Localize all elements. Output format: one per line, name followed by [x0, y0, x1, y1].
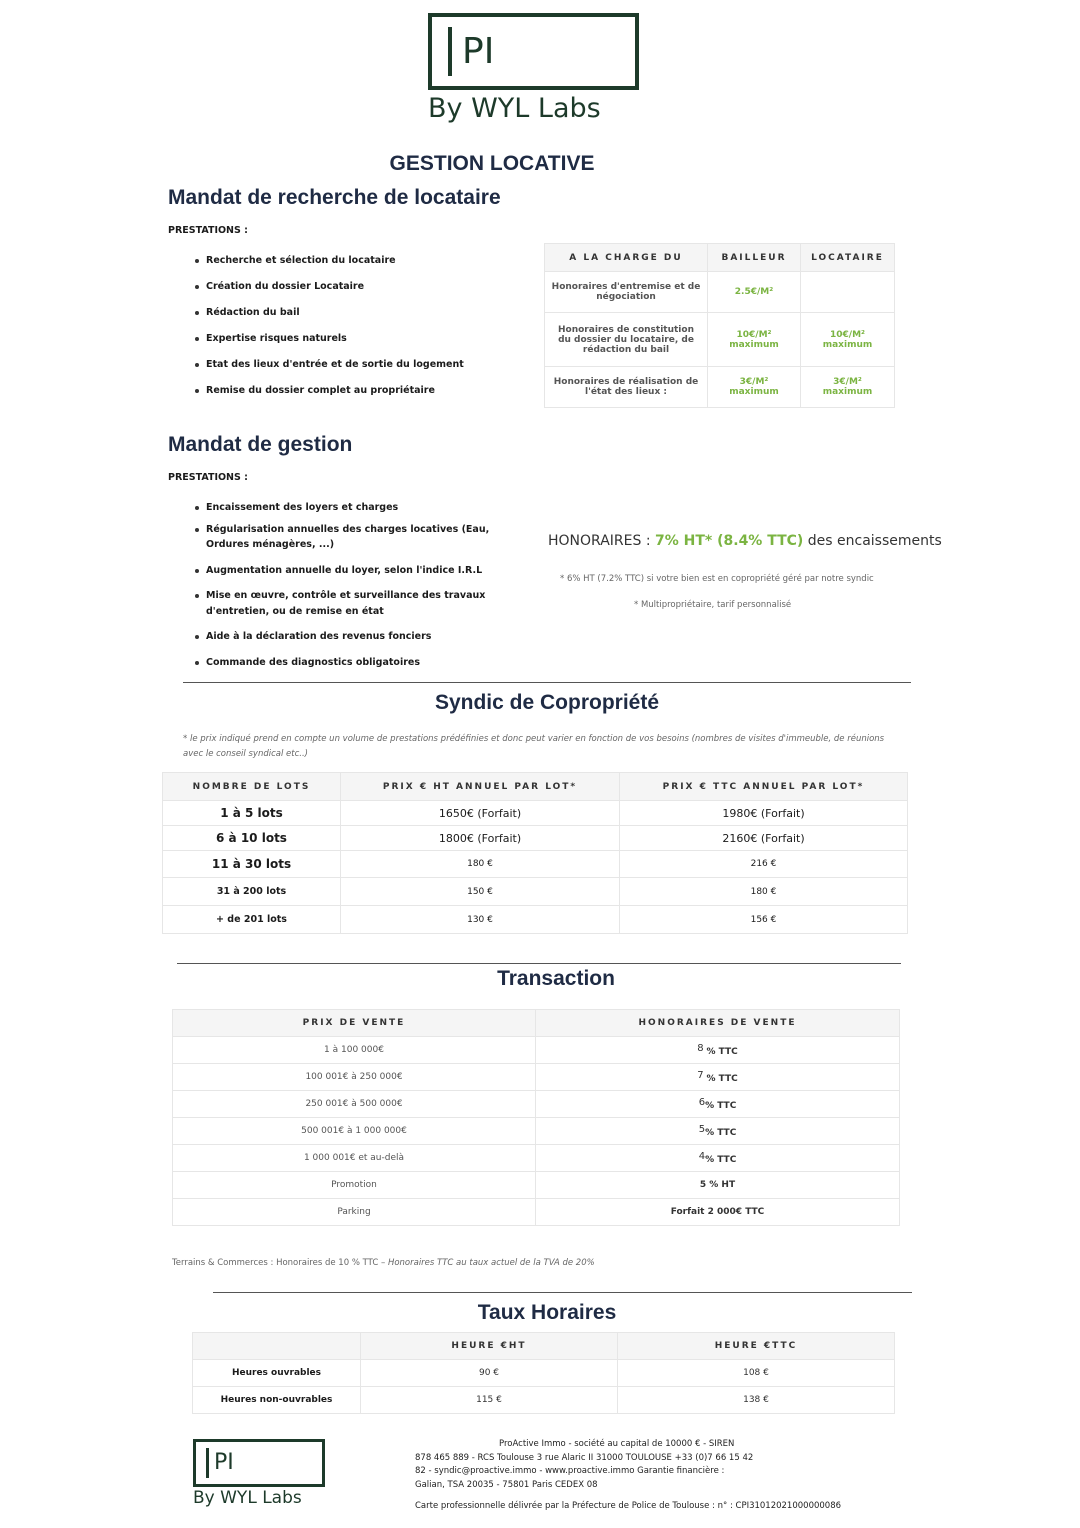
table-header: PRIX DE VENTE: [173, 1010, 536, 1037]
footer-line: Galian, TSA 20035 - 75801 Paris CEDEX 08: [415, 1479, 598, 1490]
table-cell: 1 000 001€ et au-delà: [173, 1145, 536, 1172]
table-cell: Forfait 2 000€ TTC: [536, 1199, 900, 1226]
table-header: HEURE €HT: [361, 1333, 618, 1360]
list-item: Rédaction du bail: [194, 305, 514, 321]
table-cell: Heures non-ouvrables: [193, 1387, 361, 1414]
section-heading-syndic: Syndic de Copropriété: [434, 691, 660, 714]
list-item: Mise en œuvre, contrôle et surveillance des travaux d'entretien, ou de remise en état: [194, 588, 524, 619]
list-item: Aide à la déclaration des revenus fonciers: [194, 629, 524, 645]
table-cell: Parking: [173, 1199, 536, 1226]
table-cell: 11 à 30 lots: [163, 851, 341, 878]
list-item: Encaissement des loyers et charges: [194, 500, 524, 516]
list-item: Remise du dossier complet au propriétaire: [194, 383, 514, 399]
section-heading-taux: Taux Horaires: [477, 1301, 617, 1324]
table-cell: 150 €: [341, 878, 620, 906]
honoraires-suffix: des encaissements: [807, 533, 942, 549]
honoraires-line: [548, 533, 942, 549]
page-title: GESTION LOCATIVE: [389, 152, 595, 175]
table-cell: [536, 1037, 900, 1064]
table-cell: 100 001€ à 250 000€: [173, 1064, 536, 1091]
table-header: PRIX € HT ANNUEL PAR LOT*: [341, 773, 620, 801]
table-cell: [536, 1091, 900, 1118]
table-header: [193, 1333, 361, 1360]
table-cell: 130 €: [341, 906, 620, 934]
table-cell: Promotion: [173, 1172, 536, 1199]
gestion-list: [194, 500, 524, 670]
rate-unit: % TTC: [706, 1074, 738, 1084]
table-cell: 250 001€ à 500 000€: [173, 1091, 536, 1118]
table-cell: 115 €: [361, 1387, 618, 1414]
taux-table: [192, 1332, 895, 1414]
table-cell: [536, 1118, 900, 1145]
list-item: Commande des diagnostics obligatoires: [194, 655, 524, 671]
list-item: Expertise risques naturels: [194, 331, 514, 347]
table-cell: 90 €: [361, 1360, 618, 1387]
honoraires-note-2: * Multipropriétaire, tarif personnalisé: [634, 600, 792, 610]
logo-tagline: By WYL Labs: [428, 93, 601, 124]
table-header: NOMBRE DE LOTS: [163, 773, 341, 801]
footer-line: ProActive Immo - société au capital de 10000 € - SIREN: [499, 1439, 735, 1449]
table-header: LOCATAIRE: [801, 244, 895, 272]
list-item: Recherche et sélection du locataire: [194, 253, 514, 269]
list-item: Régularisation annuelles des charges locatives (Eau, Ordures ménagères, ...): [194, 522, 524, 553]
section-heading-gestion: Mandat de gestion: [168, 433, 353, 456]
table-header: HONORAIRES DE VENTE: [536, 1010, 900, 1037]
list-item: Création du dossier Locataire: [194, 279, 514, 295]
table-cell: 138 €: [618, 1387, 895, 1414]
divider: [183, 682, 911, 683]
table-cell: 1 à 100 000€: [173, 1037, 536, 1064]
rate-unit: % TTC: [705, 1128, 737, 1138]
table-cell: 31 à 200 lots: [163, 878, 341, 906]
footer-info: [415, 1438, 841, 1514]
table-header: PRIX € TTC ANNUEL PAR LOT*: [620, 773, 908, 801]
rate-value: 4: [698, 1151, 706, 1162]
syndic-note: * le prix indiqué prend en compte un volume de prestations prédéfinies et donc peut varier en fonction de vos besoins (nombres de visites d'immeuble, de réunions avec le conseil syndical etc..): [183, 734, 885, 759]
rate-value: 6: [698, 1097, 706, 1108]
table-cell: Honoraires de constitution du dossier du locataire, de rédaction du bail: [545, 313, 708, 367]
table-cell: Honoraires d'entremise et de négociation: [545, 272, 708, 313]
presta-label: PRESTATIONS :: [168, 472, 248, 483]
section-heading-transaction: Transaction: [497, 967, 615, 990]
table-cell: 10€/M² maximum: [708, 313, 801, 367]
footer-line: Carte professionnelle délivrée par la Préfecture de Police de Toulouse : n° : CPI31012021000000086: [415, 1501, 842, 1511]
table-cell: 1 à 5 lots: [163, 801, 341, 826]
table-cell: + de 201 lots: [163, 906, 341, 934]
note-italic: Honoraires TTC au taux actuel de la TVA de 20%: [387, 1258, 595, 1268]
table-cell: 3€/M² maximum: [801, 367, 895, 408]
table-cell: 10€/M² maximum: [801, 313, 895, 367]
list-item: Etat des lieux d'entrée et de sortie du logement: [194, 357, 514, 373]
footer-line: 878 465 889 - RCS Toulouse 3 rue Alaric II 31000 TOULOUSE +33 (0)7 66 15 42: [415, 1452, 754, 1463]
honoraires-rate: 7% HT* (8.4% TTC): [655, 533, 804, 549]
table-cell: 108 €: [618, 1360, 895, 1387]
table-cell: 1980€ (Forfait): [620, 801, 908, 826]
logo-bar: [448, 27, 452, 76]
logo-bar: [206, 1448, 209, 1478]
divider: [213, 1292, 912, 1293]
table-cell: 156 €: [620, 906, 908, 934]
footer-logo-mark: PI: [214, 1450, 234, 1475]
table-cell: [801, 272, 895, 313]
table-cell: 180 €: [620, 878, 908, 906]
table-cell: [536, 1145, 900, 1172]
footer-logo-frame: [193, 1439, 325, 1487]
table-cell: [536, 1064, 900, 1091]
table-cell: 6 à 10 lots: [163, 826, 341, 851]
table-cell: 3€/M² maximum: [708, 367, 801, 408]
section-heading-recherche: Mandat de recherche de locataire: [168, 186, 501, 209]
logo-mark: PI: [462, 31, 495, 72]
table-header: A LA CHARGE DU: [545, 244, 708, 272]
rate-value: 5: [698, 1124, 706, 1135]
transaction-note: [172, 1258, 595, 1268]
honoraires-label: HONORAIRES :: [548, 533, 651, 549]
table-cell: 1650€ (Forfait): [341, 801, 620, 826]
table-cell: Heures ouvrables: [193, 1360, 361, 1387]
recherche-list: [194, 253, 514, 399]
rate-value: 7: [697, 1070, 704, 1081]
table-cell: 1800€ (Forfait): [341, 826, 620, 851]
table-cell: Honoraires de réalisation de l'état des lieux :: [545, 367, 708, 408]
presta-label: PRESTATIONS :: [168, 225, 248, 236]
rate-unit: % TTC: [705, 1155, 737, 1165]
table-cell: 5 % HT: [536, 1172, 900, 1199]
footer-logo-tagline: By WYL Labs: [193, 1488, 302, 1508]
divider: [177, 963, 901, 964]
honoraires-note-1: * 6% HT (7.2% TTC) si votre bien est en copropriété géré par notre syndic: [560, 574, 874, 584]
table-cell: 2.5€/M²: [708, 272, 801, 313]
table-header: HEURE €TTC: [618, 1333, 895, 1360]
table-cell: 2160€ (Forfait): [620, 826, 908, 851]
table-cell: 180 €: [341, 851, 620, 878]
transaction-table: [172, 1009, 900, 1226]
syndic-table: [162, 772, 908, 934]
recherche-fee-table: [544, 243, 895, 408]
table-cell: 216 €: [620, 851, 908, 878]
rate-unit: % TTC: [706, 1047, 738, 1057]
table-header: BAILLEUR: [708, 244, 801, 272]
rate-unit: % TTC: [705, 1101, 737, 1111]
list-item: Augmentation annuelle du loyer, selon l'indice I.R.L: [194, 563, 524, 579]
note-plain: Terrains & Commerces : Honoraires de 10 % TTC –: [172, 1258, 386, 1268]
footer-line: 82 - syndic@proactive.immo - www.proactive.immo Garantie financière :: [415, 1466, 725, 1476]
logo-frame: [428, 13, 639, 90]
table-cell: 500 001€ à 1 000 000€: [173, 1118, 536, 1145]
rate-value: 8: [697, 1043, 704, 1054]
